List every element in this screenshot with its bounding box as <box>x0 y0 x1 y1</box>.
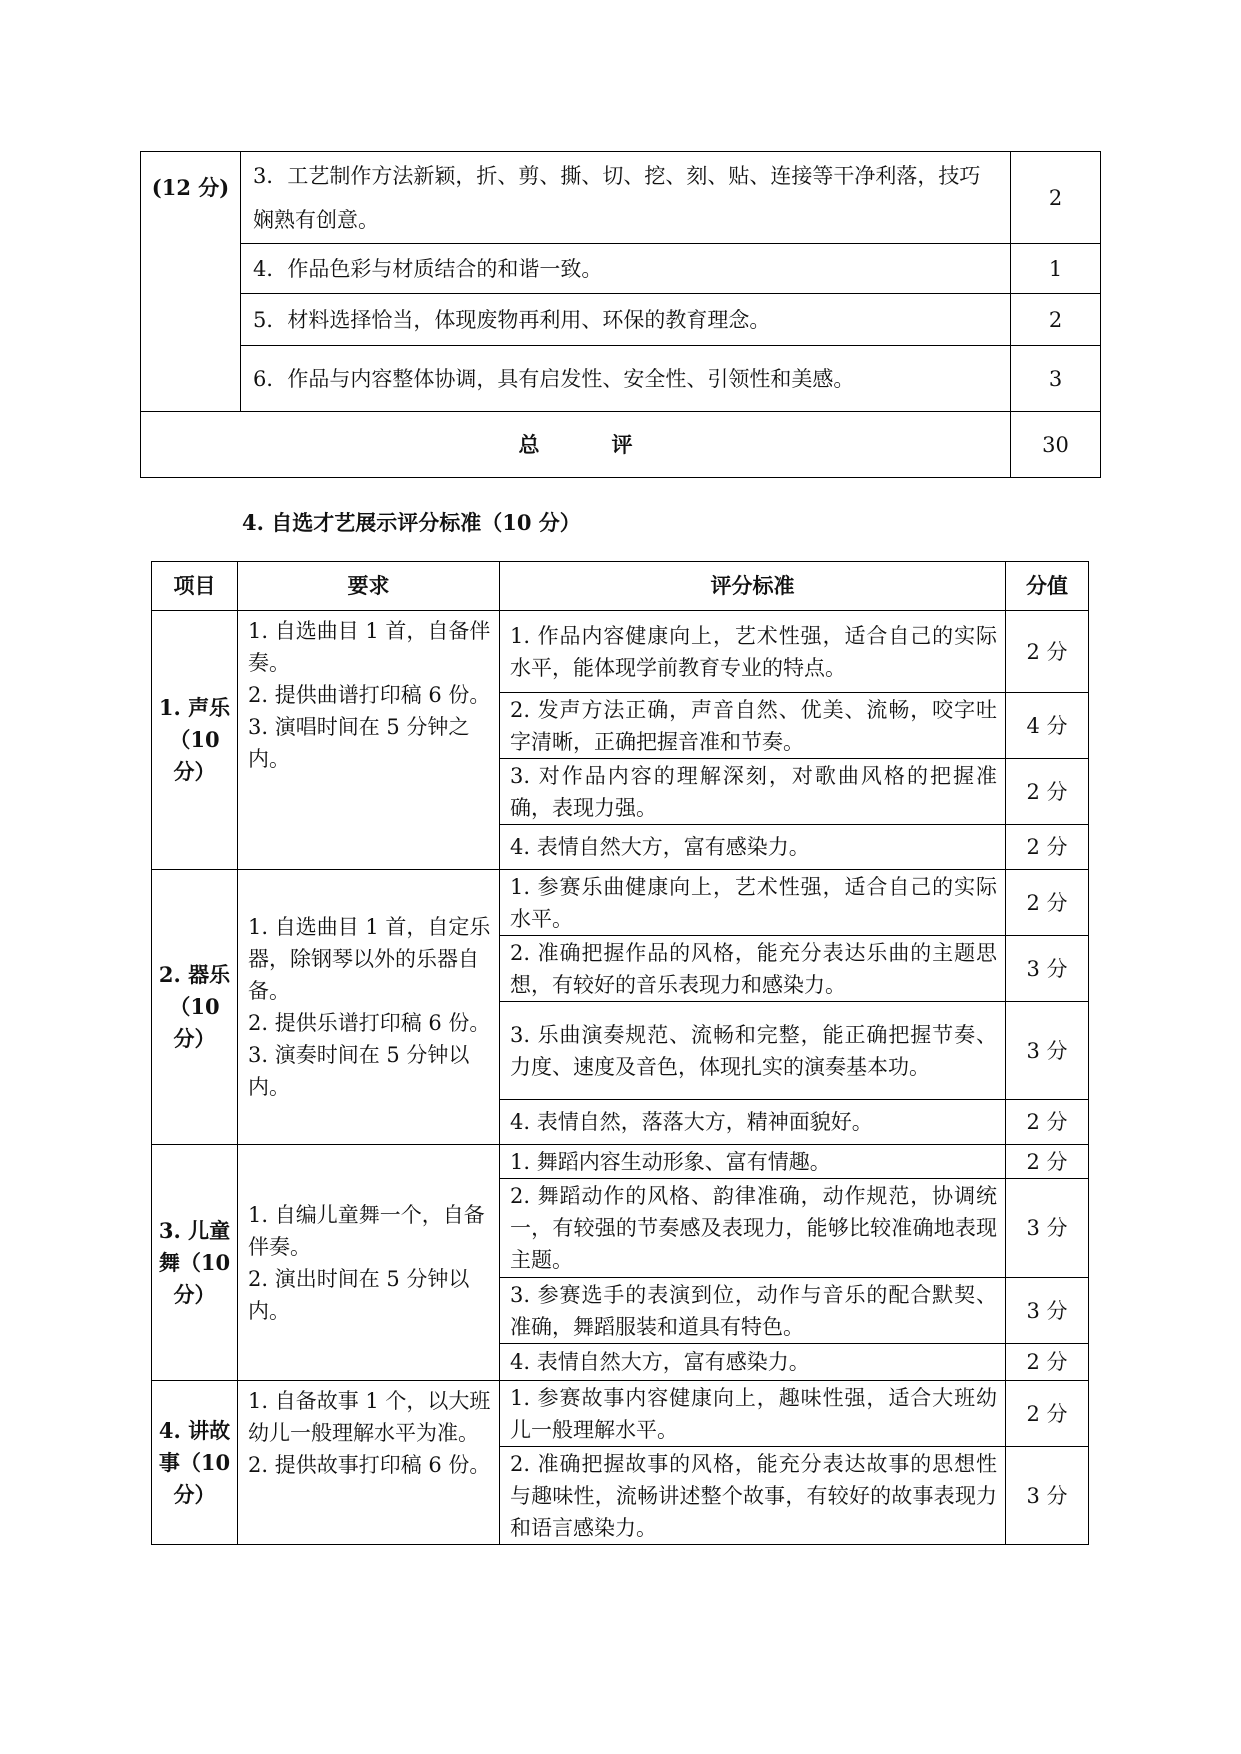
criterion-cell: 2. 准确把握作品的风格，能充分表达乐曲的主题思想，有较好的音乐表现力和感染力。 <box>500 936 1006 1002</box>
score-cell: 2 分 <box>1006 825 1089 870</box>
criterion-cell: 6．作品与内容整体协调，具有启发性、安全性、引领性和美感。 <box>241 346 1011 412</box>
criterion-cell: 3. 参赛选手的表演到位，动作与音乐的配合默契、准确，舞蹈服装和道具有特色。 <box>500 1278 1006 1344</box>
header-requirement: 要求 <box>238 562 500 611</box>
score-cell: 1 <box>1011 244 1101 294</box>
requirement-cell <box>238 870 500 1145</box>
score-cell: 2 <box>1011 152 1101 244</box>
criterion-cell: 1. 作品内容健康向上，艺术性强，适合自己的实际水平，能体现学前教育专业的特点。 <box>500 611 1006 693</box>
score-cell: 3 分 <box>1006 1278 1089 1344</box>
criterion-cell: 4．作品色彩与材质结合的和谐一致。 <box>241 244 1011 294</box>
total-label-a: 总 <box>518 431 540 457</box>
requirement-line: 1. 自编儿童舞一个，自备伴奏。 <box>248 1202 485 1259</box>
requirement-line: 2. 提供乐谱打印稿 6 份。 <box>248 1011 491 1035</box>
criterion-cell: 2. 准确把握故事的风格，能充分表达故事的思想性与趣味性，流畅讲述整个故事，有较好的故事表现力和语言感染力。 <box>500 1447 1006 1545</box>
requirement-line: 1. 自选曲目 1 首，自备伴奏。 <box>248 619 491 675</box>
criterion-cell: 3. 乐曲演奏规范、流畅和完整，能正确把握节奏、力度、速度及音色，体现扎实的演奏基本功。 <box>500 1002 1006 1100</box>
header-criteria: 评分标准 <box>500 562 1006 611</box>
total-label-b: 评 <box>611 431 633 457</box>
item-cell: 1. 声乐（10分） <box>152 611 238 870</box>
talent-scoring-table <box>151 561 1089 1545</box>
requirement-line: 1. 自选曲目 1 首，自定乐器，除钢琴以外的乐器自备。 <box>248 915 491 1003</box>
item-cell: 3. 儿童舞（10分） <box>152 1145 238 1381</box>
score-cell: 3 分 <box>1006 1002 1089 1100</box>
criterion-cell: 2. 舞蹈动作的风格、韵律准确，动作规范，协调统一，有较强的节奏感及表现力，能够比较准确地表现主题。 <box>500 1179 1006 1278</box>
score-cell: 4 分 <box>1006 693 1089 759</box>
score-cell: 2 <box>1011 294 1101 346</box>
score-cell: 2 分 <box>1006 1344 1089 1381</box>
criterion-cell: 1. 参赛故事内容健康向上，趣味性强，适合大班幼儿一般理解水平。 <box>500 1381 1006 1447</box>
score-cell: 2 分 <box>1006 611 1089 693</box>
header-score: 分值 <box>1006 562 1089 611</box>
item-cell: 4. 讲故事（10分） <box>152 1381 238 1545</box>
criterion-cell: 5．材料选择恰当，体现废物再利用、环保的教育理念。 <box>241 294 1011 346</box>
score-cell: 2 分 <box>1006 759 1089 825</box>
criterion-cell: 4. 表情自然大方，富有感染力。 <box>500 1344 1006 1381</box>
criterion-cell: 1. 参赛乐曲健康向上，艺术性强，适合自己的实际水平。 <box>500 870 1006 936</box>
score-cell: 3 分 <box>1006 1179 1089 1278</box>
requirement-line: 1. 自备故事 1 个，以大班幼儿一般理解水平为准。 <box>248 1389 491 1445</box>
criterion-cell: 3．工艺制作方法新颖，折、剪、撕、切、挖、刻、贴、连接等干净利落，技巧娴熟有创意。 <box>241 152 1011 244</box>
category-cell: (12 分) <box>141 152 241 412</box>
score-cell: 2 分 <box>1006 1100 1089 1145</box>
criterion-cell: 4. 表情自然，落落大方，精神面貌好。 <box>500 1100 1006 1145</box>
score-cell: 3 <box>1011 346 1101 412</box>
score-cell: 2 分 <box>1006 1381 1089 1447</box>
header-row <box>152 562 1089 611</box>
total-label-cell <box>141 412 1011 478</box>
criterion-cell: 1. 舞蹈内容生动形象、富有情趣。 <box>500 1145 1006 1179</box>
score-cell: 3 分 <box>1006 936 1089 1002</box>
score-cell: 2 分 <box>1006 870 1089 936</box>
score-cell: 3 分 <box>1006 1447 1089 1545</box>
requirement-line: 2. 提供故事打印稿 6 份。 <box>248 1453 491 1477</box>
total-score-cell: 30 <box>1011 412 1101 478</box>
requirement-cell <box>238 611 500 870</box>
requirement-cell <box>238 1145 500 1381</box>
requirement-line: 3. 演奏时间在 5 分钟以内。 <box>248 1043 470 1099</box>
requirement-cell <box>238 1381 500 1545</box>
requirement-line: 2. 提供曲谱打印稿 6 份。 <box>248 683 491 707</box>
handcraft-scoring-table <box>140 151 1101 478</box>
requirement-line: 2. 演出时间在 5 分钟以内。 <box>248 1266 470 1323</box>
criterion-cell: 2. 发声方法正确，声音自然、优美、流畅，咬字吐字清晰，正确把握音准和节奏。 <box>500 693 1006 759</box>
requirement-line: 3. 演唱时间在 5 分钟之内。 <box>248 715 470 771</box>
item-cell: 2. 器乐（10分） <box>152 870 238 1145</box>
criterion-cell: 4. 表情自然大方，富有感染力。 <box>500 825 1006 870</box>
header-item: 项目 <box>152 562 238 611</box>
criterion-cell: 3. 对作品内容的理解深刻，对歌曲风格的把握准确，表现力强。 <box>500 759 1006 825</box>
score-cell: 2 分 <box>1006 1145 1089 1179</box>
section-heading: 4. 自选才艺展示评分标准（10 分） <box>242 510 581 535</box>
